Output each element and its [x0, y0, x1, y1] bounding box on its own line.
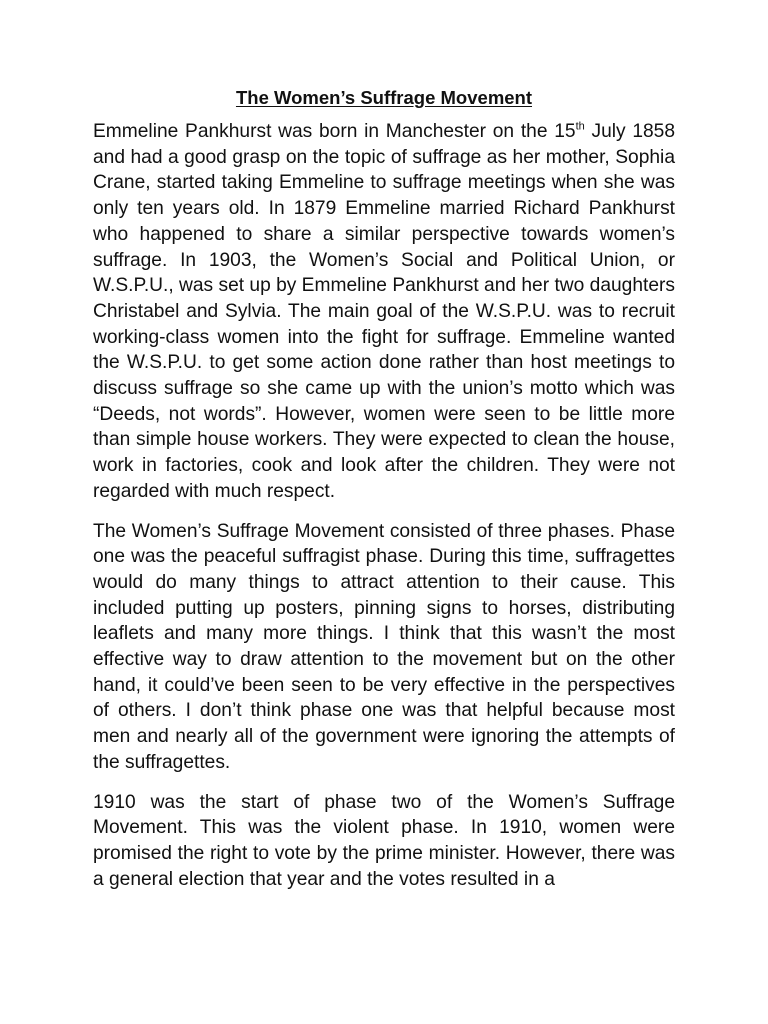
paragraph-1-text-start: Emmeline Pankhurst was born in Manchester on the 15 — [93, 121, 576, 142]
paragraph-1 — [93, 119, 675, 505]
paragraph-2: The Women’s Suffrage Movement consisted of three phases. Phase one was the peaceful suffragist phase. During this time, suffragettes would do many things to attract attention to their cause. This included putting up posters, pinning signs to horses, distributing leaflets and many more things. I think that this wasn’t the most effective way to draw attention to the movement but on the other hand, it could’ve been seen to be very effective in the perspectives of others. I don’t think phase one was that helpful because most men and nearly all of the government were ignoring the attempts of the suffragettes. — [93, 520, 675, 773]
paragraph-1-text-end: July 1858 and had a good grasp on the topic of suffrage as her mother, Sophia Crane, started taking Emmeline to suffrage meetings when she was only ten years old. In 1879 Emmeline married Richard Pankhurst who happened to share a similar perspective towards women’s suffrage. In 1903, the Women’s Social and Political Union, or W.S.P.U., was set up by Emmeline Pankhurst and her two daughters Christabel and Sylvia. The main goal of the W.S.P.U. was to recruit working-class women into the fight for suffrage. Emmeline wanted the W.S.P.U. to get some action done rather than host meetings to discuss suffrage so she came up with the union’s motto which was “Deeds, not words”. However, women were seen to be little more than simple house workers. They were expected to clean the house, work in factories, cook and look after the children. They were not regarded with much respect. — [93, 121, 676, 502]
ordinal-suffix: th — [575, 120, 585, 133]
document-page — [93, 86, 675, 906]
document-title: The Women’s Suffrage Movement — [235, 87, 533, 108]
paragraph-3: 1910 was the start of phase two of the Women’s Suffrage Movement. This was the violent phase. In 1910, women were promised the right to vote by the prime minister. However, there was a general election that year and the votes resulted in a — [93, 791, 675, 890]
